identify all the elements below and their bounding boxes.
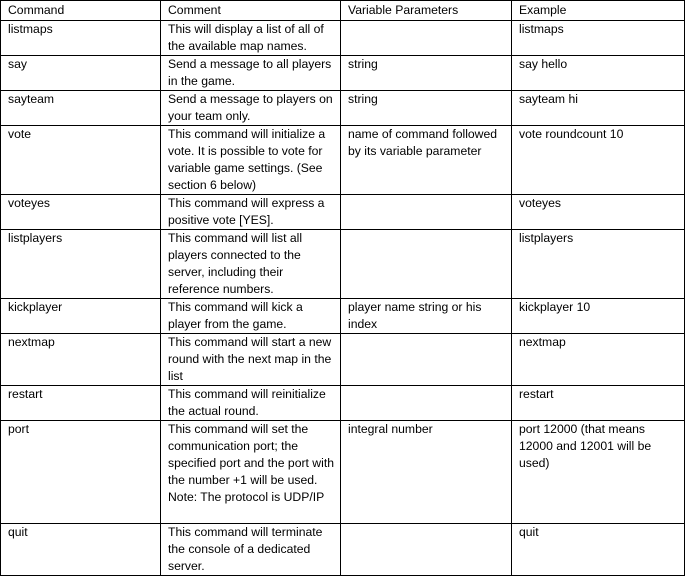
params-cell <box>341 334 512 386</box>
example-cell: restart <box>512 386 685 421</box>
example-cell: port 12000 (that means 12000 and 12001 will be used) <box>512 421 685 524</box>
command-cell: sayteam <box>1 91 161 126</box>
command-cell: vote <box>1 126 161 195</box>
comment-cell: Send a message to players on your team only. <box>161 91 341 126</box>
params-cell <box>341 386 512 421</box>
table-row <box>1 334 685 386</box>
comment-cell: This command will kick a player from the game. <box>161 299 341 334</box>
example-cell: nextmap <box>512 334 685 386</box>
table-row <box>1 56 685 91</box>
comment-cell: This command will list all players connected to the server, including their reference numbers. <box>161 230 341 299</box>
example-cell: quit <box>512 524 685 576</box>
params-cell: name of command followed by its variable parameter <box>341 126 512 195</box>
command-cell: restart <box>1 386 161 421</box>
comment-cell: This command will reinitialize the actual round. <box>161 386 341 421</box>
example-cell: listmaps <box>512 21 685 56</box>
params-cell: string <box>341 56 512 91</box>
command-cell: listmaps <box>1 21 161 56</box>
table-row <box>1 421 685 524</box>
example-cell: say hello <box>512 56 685 91</box>
command-cell: kickplayer <box>1 299 161 334</box>
command-cell: nextmap <box>1 334 161 386</box>
table-row <box>1 230 685 299</box>
params-cell <box>341 21 512 56</box>
command-cell: say <box>1 56 161 91</box>
header-variable-parameters: Variable Parameters <box>341 1 512 21</box>
comment-cell: Send a message to all players in the game. <box>161 56 341 91</box>
header-comment: Comment <box>161 1 341 21</box>
comment-cell: This command will set the communication port; the specified port and the port with the number +1 will be used. Note: The protocol is UDP/IP <box>161 421 341 524</box>
example-cell: sayteam hi <box>512 91 685 126</box>
example-cell: kickplayer 10 <box>512 299 685 334</box>
example-cell: vote roundcount 10 <box>512 126 685 195</box>
comment-cell: This command will express a positive vote [YES]. <box>161 195 341 230</box>
table-row <box>1 386 685 421</box>
params-cell <box>341 195 512 230</box>
params-cell: string <box>341 91 512 126</box>
example-cell: voteyes <box>512 195 685 230</box>
table-row <box>1 299 685 334</box>
comment-cell: This command will start a new round with the next map in the list <box>161 334 341 386</box>
table-row <box>1 195 685 230</box>
params-cell <box>341 524 512 576</box>
comment-cell: This will display a list of all of the available map names. <box>161 21 341 56</box>
params-cell <box>341 230 512 299</box>
example-cell: listplayers <box>512 230 685 299</box>
header-example: Example <box>512 1 685 21</box>
comment-cell: This command will terminate the console of a dedicated server. <box>161 524 341 576</box>
command-cell: listplayers <box>1 230 161 299</box>
header-command: Command <box>1 1 161 21</box>
table-row <box>1 126 685 195</box>
table-row <box>1 21 685 56</box>
table-row <box>1 91 685 126</box>
params-cell: player name string or his index <box>341 299 512 334</box>
command-cell: voteyes <box>1 195 161 230</box>
command-cell: quit <box>1 524 161 576</box>
comment-cell: This command will initialize a vote. It is possible to vote for variable game settings. (See section 6 below) <box>161 126 341 195</box>
table-row <box>1 524 685 576</box>
params-cell: integral number <box>341 421 512 524</box>
header-row <box>1 1 685 21</box>
command-cell: port <box>1 421 161 524</box>
